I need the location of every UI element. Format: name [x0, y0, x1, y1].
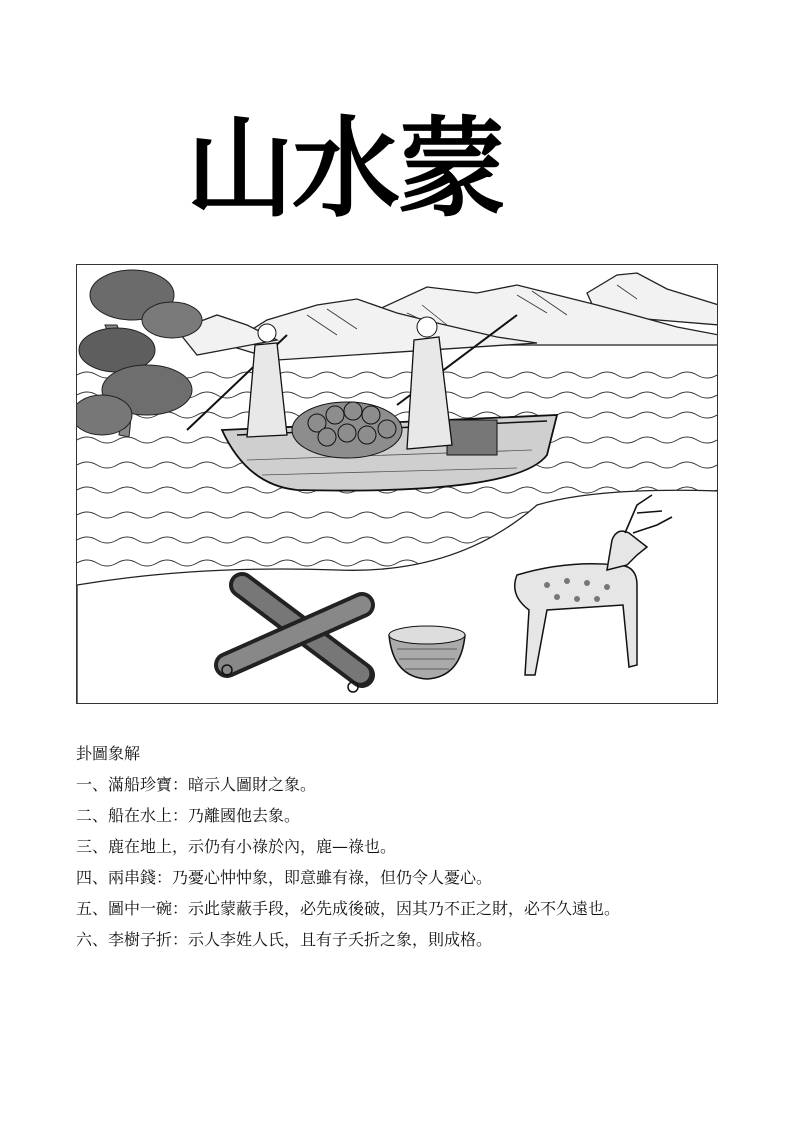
item-text: 滿船珍寶：暗示人圖財之象。 — [108, 775, 317, 794]
item-text: 船在水上：乃離國他去象。 — [108, 806, 301, 825]
page-title: 山水蒙 — [186, 107, 505, 232]
item-number: 一、 — [76, 775, 109, 794]
item-number: 三、 — [76, 837, 109, 856]
item-number: 二、 — [76, 806, 109, 825]
item-text: 鹿在地上，示仍有小祿於內，鹿—祿也。 — [108, 837, 397, 856]
item-number: 四、 — [76, 868, 109, 887]
pine-tree — [77, 270, 202, 437]
explanation-item — [76, 862, 736, 893]
explanation-item — [76, 893, 736, 924]
item-text: 圖中一碗：示此蒙蔽手段，必先成後破，因其乃不正之財，必不久遠也。 — [108, 899, 621, 918]
item-number: 六、 — [76, 930, 109, 949]
explanation-item — [76, 769, 736, 800]
explanation-item — [76, 924, 736, 955]
explanation-heading: 卦圖象解 — [76, 744, 141, 763]
explanation-item — [76, 800, 736, 831]
hexagram-illustration — [76, 264, 718, 704]
item-text: 兩串錢：乃憂心忡忡象，即意雖有祿，但仍令人憂心。 — [108, 868, 493, 887]
item-number: 五、 — [76, 899, 109, 918]
item-text: 李樹子折：示人李姓人氏，且有子夭折之象，則成格。 — [108, 930, 493, 949]
hexagram-explanation — [76, 738, 736, 955]
explanation-item — [76, 831, 736, 862]
treasure-pile — [292, 402, 402, 458]
